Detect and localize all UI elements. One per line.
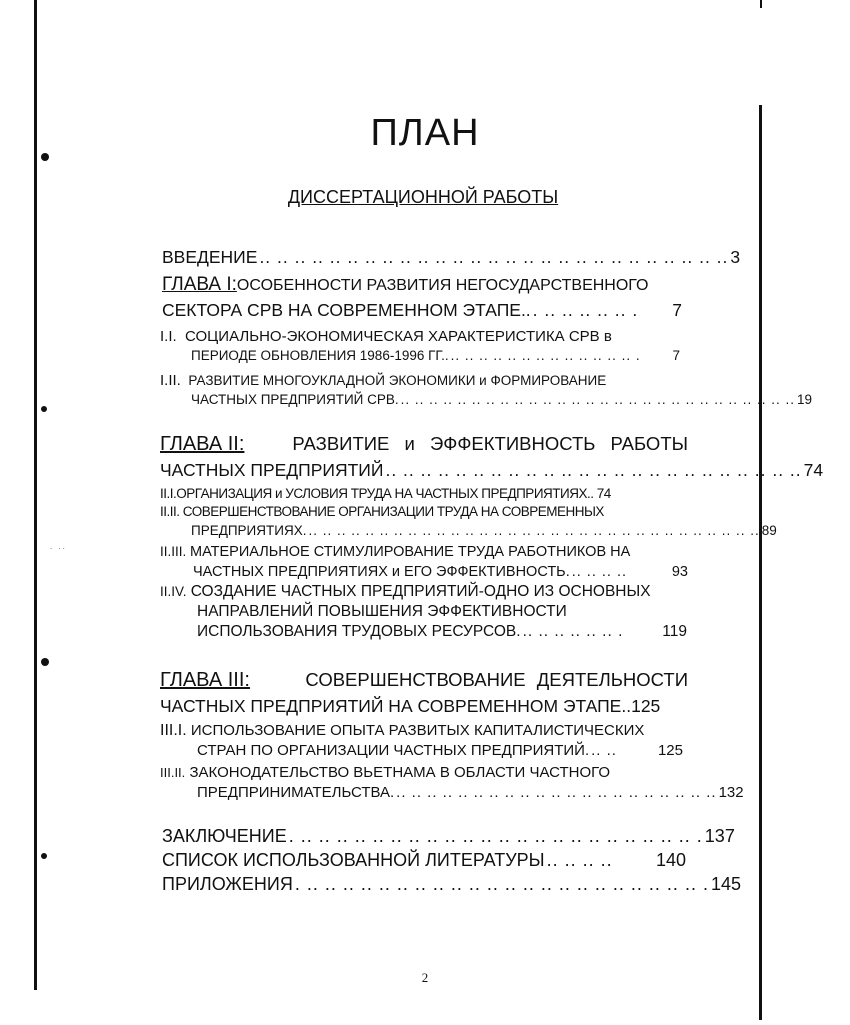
toc-entry-title: ВВЕДЕНИЕ [162, 247, 258, 267]
toc-section-number: III.I. [160, 722, 187, 739]
toc-chapter-label: ГЛАВА I: [162, 274, 237, 295]
toc-page-number: 125 [631, 696, 661, 716]
toc-page-number: 132 [718, 784, 744, 801]
page-number: 2 [421, 970, 429, 985]
toc-page-number: 3 [730, 247, 741, 267]
toc-section-title-cont: ИСПОЛЬЗОВАНИЯ ТРУДОВЫХ РЕСУРСОВ. [197, 623, 521, 640]
toc-entry-conclusion [162, 826, 735, 847]
toc-chapter-title-cont: СЕКТОРА СРВ НА СОВРЕМЕННОМ ЭТАПЕ.. [162, 300, 531, 320]
toc-section-title: ЗАКОНОДАТЕЛЬСТВО ВЬЕТНАМА В ОБЛАСТИ ЧАСТНОГО [189, 764, 611, 781]
toc-section-1-2 [160, 372, 606, 389]
toc-section-number: II.III. [160, 544, 187, 559]
toc-chapter-title-cont: ЧАСТНЫХ ПРЕДПРИЯТИЙ [160, 460, 384, 480]
toc-section-2-4-line2 [197, 623, 687, 641]
toc-entry-title: ПРИЛОЖЕНИЯ [162, 874, 293, 894]
toc-section-2-1 [160, 486, 611, 501]
toc-page-number: 19 [796, 392, 812, 407]
toc-section-title: МАТЕРИАЛЬНОЕ СТИМУЛИРОВАНИЕ ТРУДА РАБОТНИКОВ НА [190, 544, 631, 560]
toc-page-number: 7 [672, 300, 682, 320]
toc-section-2-3-line2 [193, 564, 688, 580]
toc-section-3-1 [160, 722, 644, 740]
toc-page-number: 125 [657, 742, 683, 759]
toc-chapter-3-line2 [160, 696, 660, 717]
toc-entry-title: ЗАКЛЮЧЕНИЕ [162, 826, 287, 846]
toc-section-title-cont: ПЕРИОДЕ ОБНОВЛЕНИЯ 1986-1996 ГГ.. [191, 348, 449, 363]
toc-chapter-1-heading [162, 274, 649, 296]
toc-section-title-cont: ПРЕДПРИНИМАТЕЛЬСТВА. [197, 784, 395, 801]
toc-section-title-cont: ЧАСТНЫХ ПРЕДПРИЯТИЙ СРВ. [191, 392, 399, 407]
toc-section-3-1-line2 [197, 742, 683, 759]
page-subtitle: ДИССЕРТАЦИОННОЙ РАБОТЫ [287, 187, 559, 207]
toc-page-number: 145 [710, 874, 741, 894]
toc-chapter-1-line2 [162, 300, 682, 321]
toc-section-1-2-line2 [191, 392, 812, 407]
toc-section-number: II.IV. [160, 584, 187, 599]
toc-leader-dots: .. .. .. .. .. .. .. .. .. .. .. .. .. .. .. .. .. .. .. .. .. .. .. .. .. .. .. .. .. .. .. .. [308, 523, 760, 538]
toc-page-number: 74 [596, 486, 611, 501]
toc-entry-title: СПИСОК ИСПОЛЬЗОВАННОЙ ЛИТЕРАТУРЫ [162, 850, 545, 870]
toc-chapter-3-heading [160, 669, 688, 692]
toc-section-number: I.I. [160, 328, 177, 345]
toc-leader-dots: .. .. [591, 742, 617, 759]
toc-chapter-2-line2 [160, 460, 824, 481]
toc-section-2-3 [160, 544, 630, 560]
toc-entry-intro [162, 247, 741, 268]
toc-section-3-2 [160, 764, 610, 781]
toc-leader-dots: . .. .. .. .. .. .. .. .. .. .. .. .. .. .. .. .. .. .. .. .. .. .. . [288, 826, 703, 846]
toc-chapter-label: ГЛАВА II: [160, 433, 245, 455]
toc-section-1-1 [160, 328, 612, 345]
toc-chapter-2-heading [160, 433, 688, 456]
scan-specks: . .. [50, 542, 67, 551]
toc-section-number: I.II. [160, 372, 181, 389]
toc-leader-dots: .. .. .. .. .. .. . [522, 623, 624, 640]
toc-section-2-4-line1b: НАПРАВЛЕНИЙ ПОВЫШЕНИЯ ЭФФЕКТИВНОСТИ [197, 603, 567, 620]
toc-page-number: 7 [672, 348, 680, 363]
toc-section-2-2-line2 [191, 523, 777, 538]
toc-leader-dots: .. .. .. .. [546, 850, 613, 870]
toc-section-3-2-line2 [197, 784, 744, 801]
toc-page-number: 89 [761, 523, 777, 538]
toc-page-number: 140 [655, 850, 686, 870]
toc-entry-literature [162, 850, 686, 871]
toc-chapter-title: РАЗВИТИЕ и ЭФФЕКТИВНОСТЬ РАБОТЫ [292, 433, 688, 454]
toc-section-title: СОЦИАЛЬНО-ЭКОНОМИЧЕСКАЯ ХАРАКТЕРИСТИКА СРВ в [185, 328, 612, 345]
toc-leader-dots: .. .. .. .. .. .. .. .. .. .. .. .. .. .. .. .. .. .. .. .. .. .. .. .. .. .. .. [259, 247, 729, 267]
toc-chapter-title: СОВЕРШЕНСТВОВАНИЕ ДЕЯТЕЛЬНОСТИ [305, 669, 688, 690]
toc-leader-dots: .. .. .. .. [571, 564, 628, 580]
toc-section-number: III.II. [160, 765, 186, 780]
toc-section-1-1-line2 [191, 348, 680, 363]
toc-section-title: СОЗДАНИЕ ЧАСТНЫХ ПРЕДПРИЯТИЙ-ОДНО ИЗ ОСНОВНЫХ [190, 583, 651, 600]
toc-leader-dots: .. .. .. .. .. .. .. .. .. .. .. .. .. .. .. .. .. .. .. .. .. .. .. .. [385, 460, 802, 480]
toc-chapter-title: ОСОБЕННОСТИ РАЗВИТИЯ НЕГОСУДАРСТВЕННОГО [236, 277, 649, 294]
toc-leader-dots: .. .. .. .. .. .. .. .. .. .. .. .. .. .. .. .. .. .. .. .. .. .. .. .. .. .. .. .. [400, 392, 795, 407]
toc-page-number: 119 [662, 623, 687, 640]
toc-page-number: 137 [704, 826, 735, 846]
toc-chapter-label: ГЛАВА III: [160, 669, 250, 691]
toc-leader-dots: .. .. .. .. .. .. .. .. .. .. .. .. .. .. .. .. .. .. .. .. .. [396, 784, 717, 801]
toc-leader-dots: . .. .. .. .. .. . [532, 300, 639, 320]
toc-section-title: ИСПОЛЬЗОВАНИЕ ОПЫТА РАЗВИТЫХ КАПИТАЛИСТИЧЕСКИХ [190, 722, 645, 739]
toc-section-title: СОВЕРШЕНСТВОВАНИЕ ОРГАНИЗАЦИИ ТРУДА НА СОВРЕМЕННЫХ [182, 504, 604, 519]
toc-section-2-4 [160, 583, 651, 601]
toc-leader-dots: .. .. .. .. .. .. .. .. .. .. .. .. .. . [450, 348, 641, 363]
toc-leader-dots: . .. .. .. .. .. .. .. .. .. .. .. .. .. .. .. .. .. .. .. .. .. .. . [294, 874, 709, 894]
toc-section-title: РАЗВИТИЕ МНОГОУКЛАДНОЙ ЭКОНОМИКИ и ФОРМИРОВАНИЕ [188, 373, 607, 388]
toc-entry-appendix [162, 874, 741, 895]
toc-page-number: 93 [671, 564, 688, 580]
page-title: ПЛАН [370, 112, 480, 154]
toc-page-number: 74 [803, 460, 824, 480]
toc-section-title-cont: ПРЕДПРИЯТИЯХ. [191, 523, 307, 538]
toc-section-title-cont: ЧАСТНЫХ ПРЕДПРИЯТИЯХ и ЕГО ЭФФЕКТИВНОСТЬ. [193, 564, 570, 580]
toc-section-number: II.I. [160, 486, 177, 501]
toc-section-2-2 [160, 504, 604, 519]
toc-chapter-title-cont: ЧАСТНЫХ ПРЕДПРИЯТИЙ НА СОВРЕМЕННОМ ЭТАПЕ.. [160, 696, 632, 716]
toc-section-number: II.II. [160, 504, 180, 519]
toc-section-title: ОРГАНИЗАЦИЯ и УСЛОВИЯ ТРУДА НА ЧАСТНЫХ ПРЕДПРИЯТИЯХ.. [176, 486, 594, 501]
toc-section-title-cont: СТРАН ПО ОРГАНИЗАЦИИ ЧАСТНЫХ ПРЕДПРИЯТИЙ. [197, 742, 590, 759]
